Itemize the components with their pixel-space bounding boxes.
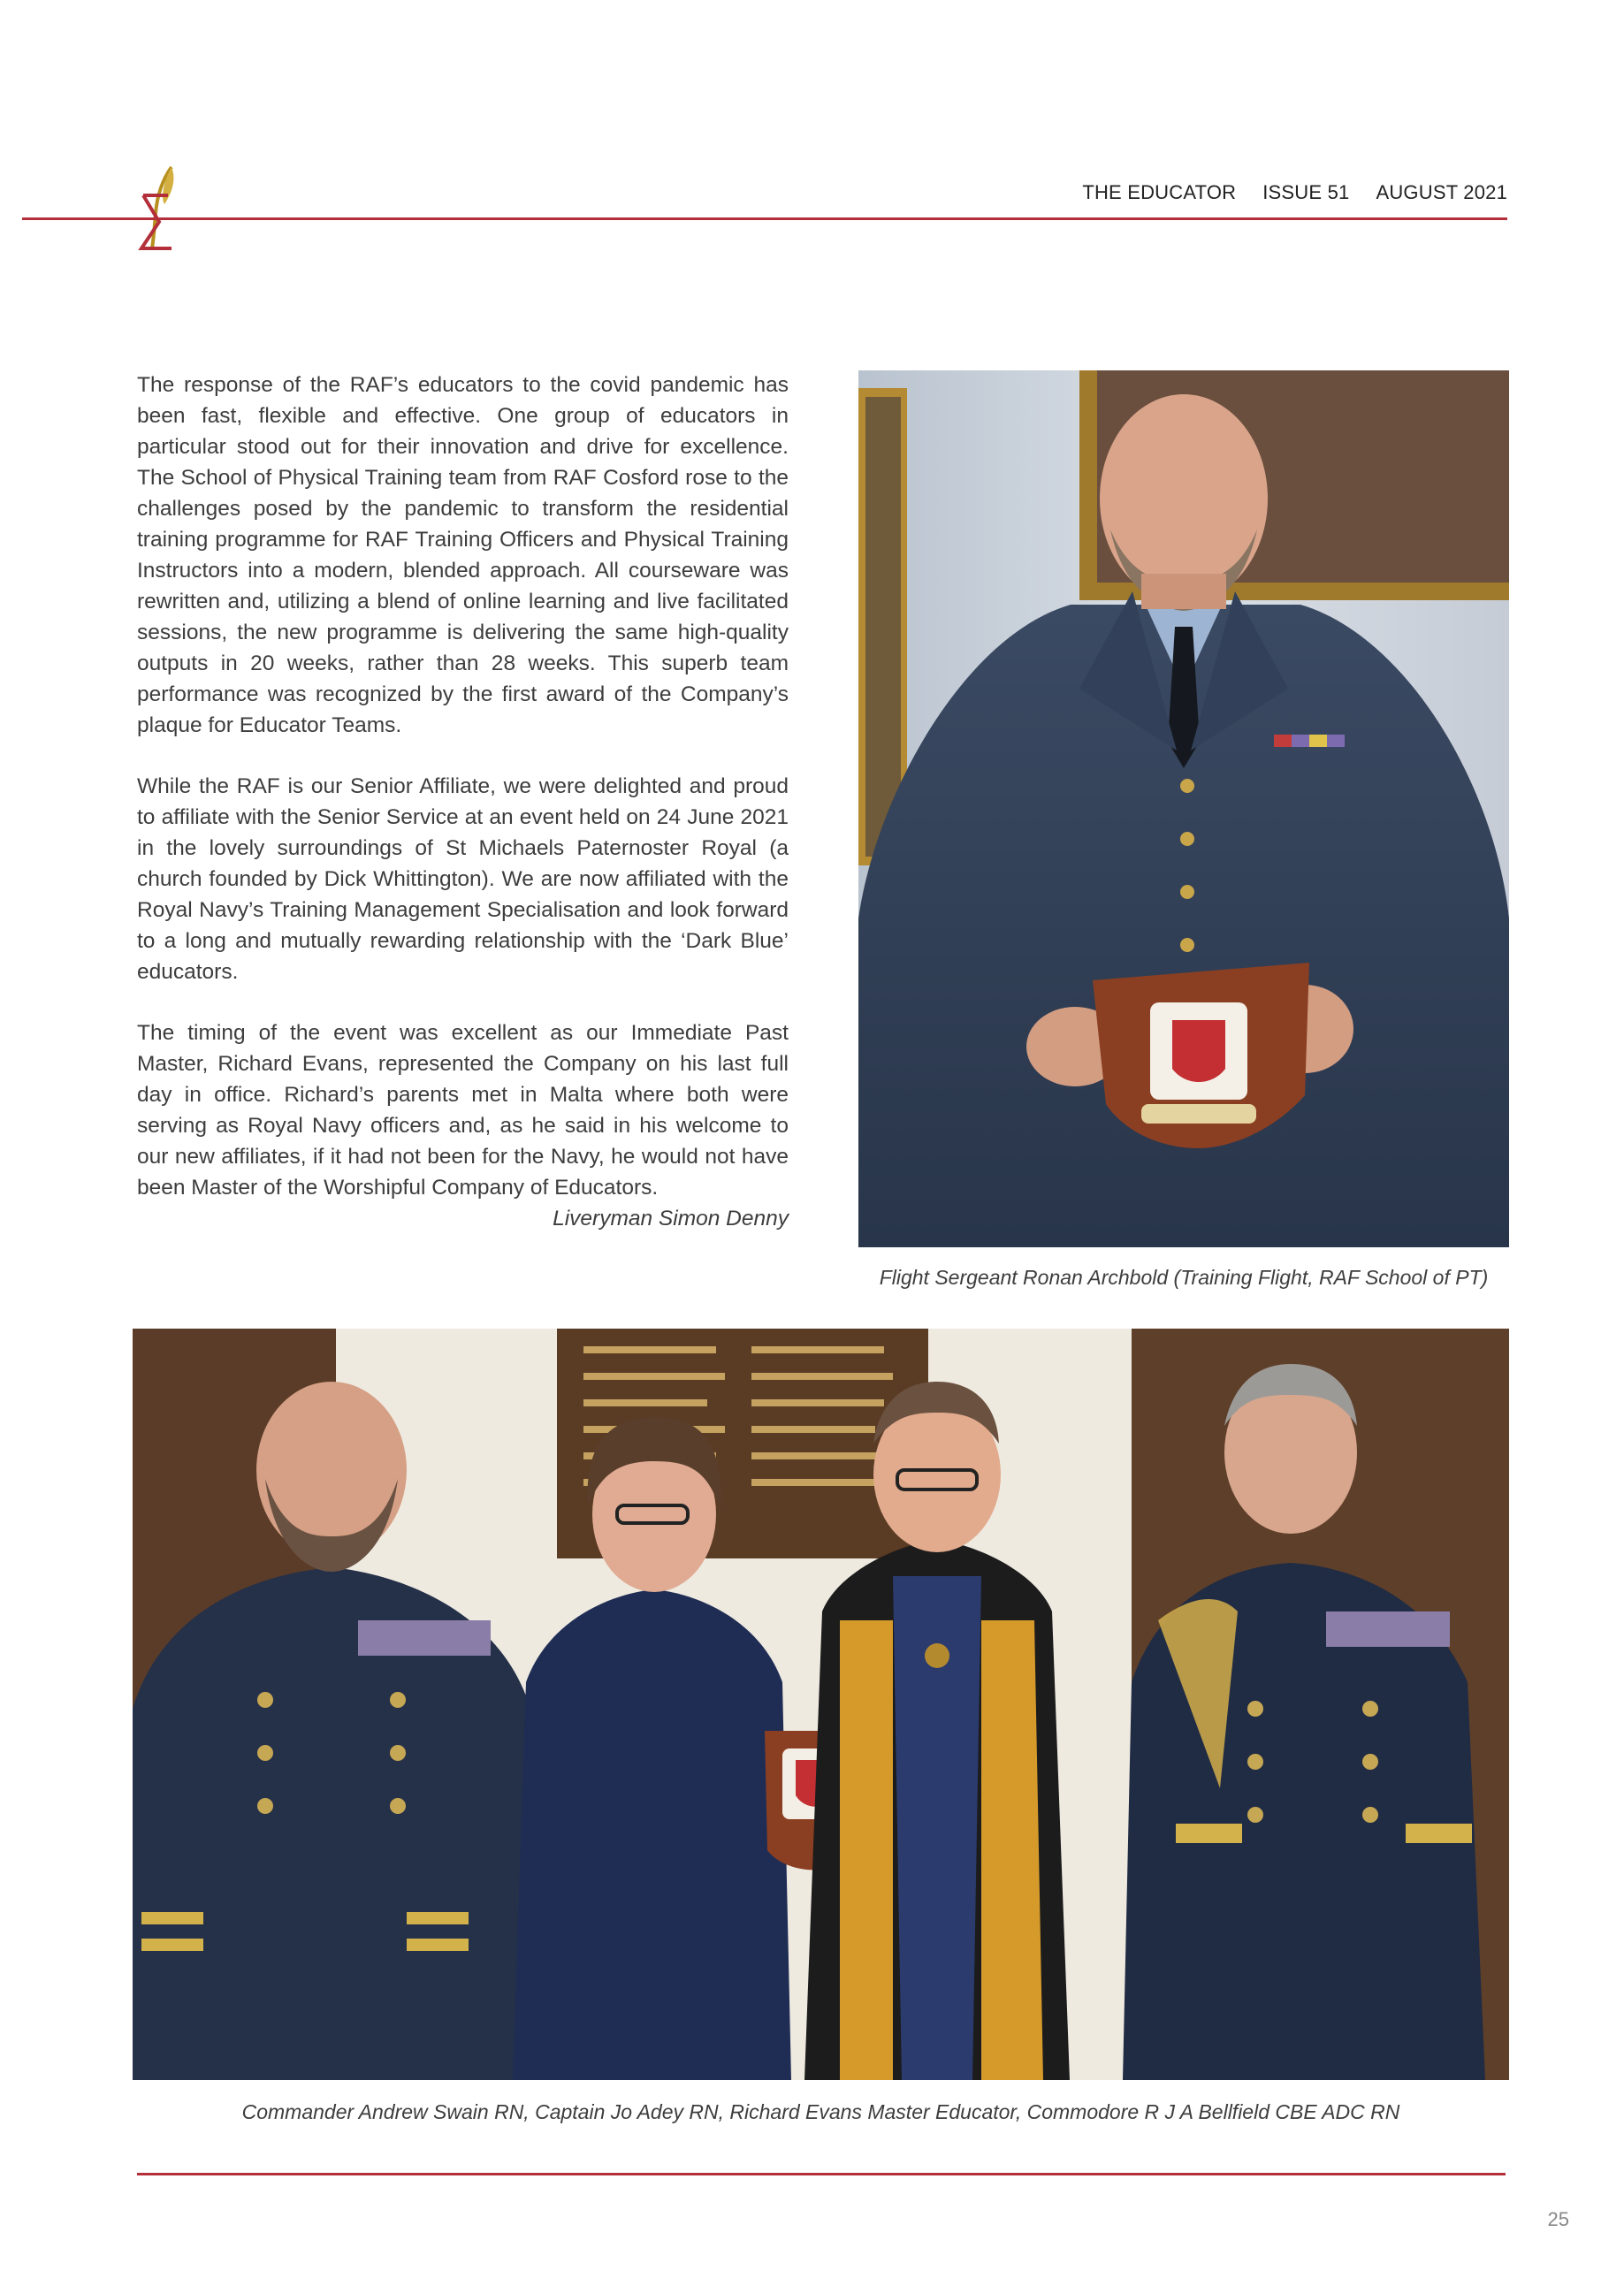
issue-date: AUGUST 2021 xyxy=(1376,181,1507,203)
article-paragraph: While the RAF is our Senior Affiliate, we were delighted and proud to affiliate with the Senior Service at an event held on 24 June 2021 in the lovely surroundings of St Michaels Paternoster Royal (a church founded by Dick Whittington). We are now affiliated with the Royal Navy’s Training Management Specialisation and look forward to a long and mutually rewarding relationship with the ‘Dark Blue’ educators. xyxy=(137,774,789,984)
photo-raf-sergeant xyxy=(858,370,1509,1247)
photo1-caption: Flight Sergeant Ronan Archbold (Training Flight, RAF School of PT) xyxy=(879,1266,1489,1289)
article-body xyxy=(137,370,789,1234)
header-rule xyxy=(22,217,1507,220)
photo2-caption: Commander Andrew Swain RN, Captain Jo Adey RN, Richard Evans Master Educator, Commodore R J A Bellfield CBE ADC RN xyxy=(241,2100,1400,2123)
issue-number: ISSUE 51 xyxy=(1262,181,1350,203)
footer-rule xyxy=(137,2173,1506,2175)
photo-group-affiliation xyxy=(133,1329,1509,2080)
header-meta xyxy=(1082,181,1507,204)
article-byline: Liveryman Simon Denny xyxy=(553,1207,789,1230)
article-paragraph: The timing of the event was excellent as our Immediate Past Master, Richard Evans, represented the Company on his last full day in office. Richard’s parents met in Malta where both were serving as Royal Navy officers and, as he said in his welcome to our new affiliates, if it had not been for the Navy, he would not have been Master of the Worshipful Company of Educators. xyxy=(137,1021,789,1200)
page-number: 25 xyxy=(1547,2208,1569,2230)
article-paragraph: The response of the RAF’s educators to the covid pandemic has been fast, flexible and effective. One group of educators in particular stood out for their innovation and drive for excellence. The School of Physical Training team from RAF Cosford rose to the challenges posed by the pandemic to transform the residential training programme for RAF Training Officers and Physical Training Instructors into a modern, blended approach. All courseware was rewritten and, utilizing a blend of online learning and live facilitated sessions, the new programme is delivering the same high-quality outputs in 20 weeks, rather than 28 weeks. This superb team performance was recognized by the first award of the Company’s plaque for Educator Teams. xyxy=(137,373,789,737)
company-logo xyxy=(133,164,186,261)
publication-title: THE EDUCATOR xyxy=(1082,181,1237,203)
